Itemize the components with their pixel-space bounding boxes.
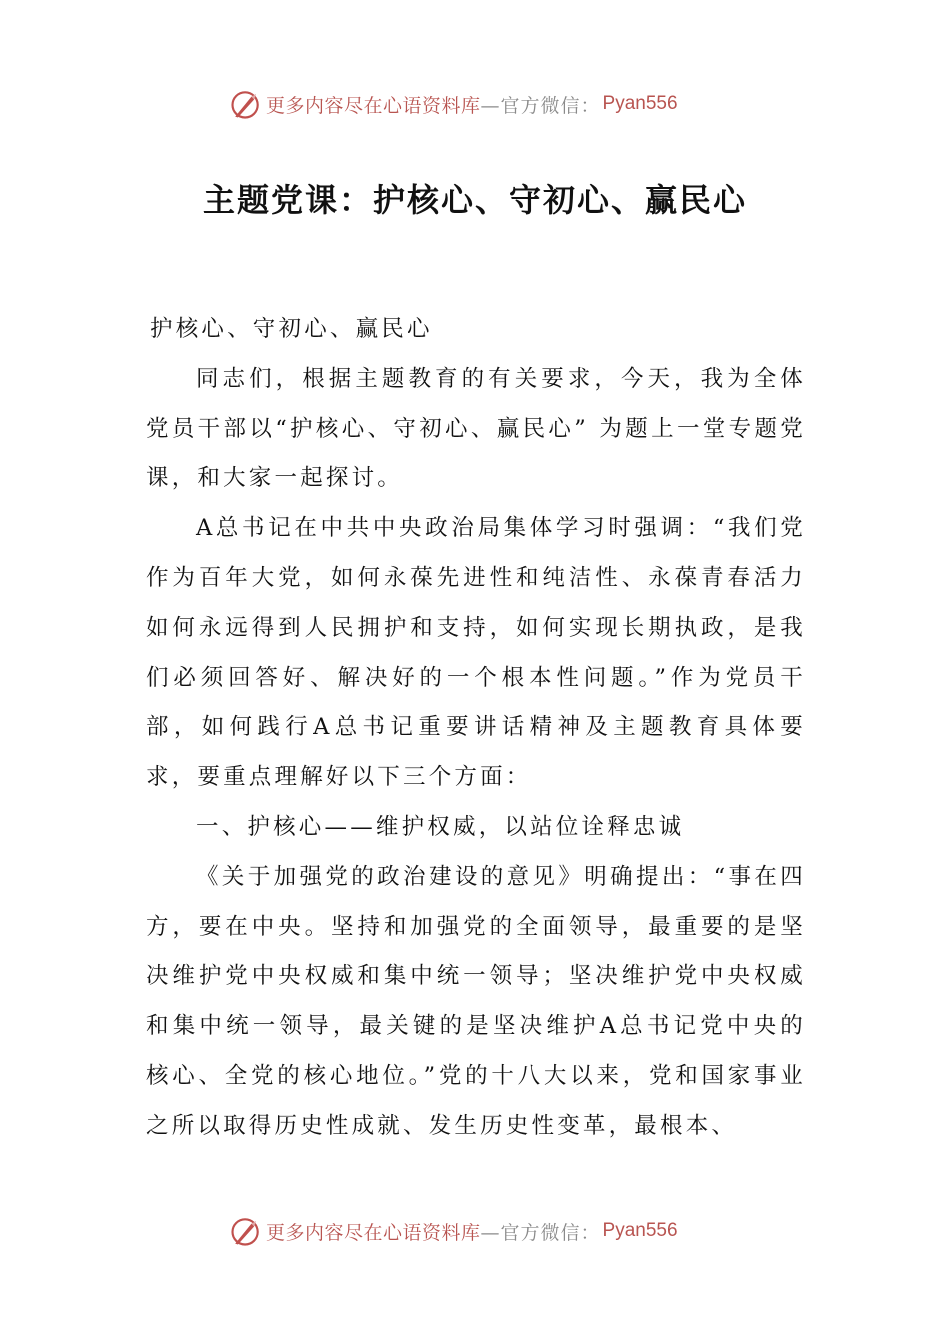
pen-nib-logo-icon [228,1213,264,1249]
paragraph: 护核心、守初心、赢民心 [150,316,433,342]
document-body [146,305,806,1152]
pen-nib-logo-icon [228,86,264,122]
banner-brand-text: 更多内容尽在心语资料库 [266,94,481,117]
section-heading: 一、护核心——维护权威，以站位诠释忠诚 [196,813,685,840]
banner-brand-text: 更多内容尽在心语资料库 [266,1221,481,1244]
paragraph: A总书记在中共中央政治局集体学习时强调：“我们党作为百年大党，如何永葆先进性和纯洁性、永葆青春活力如何永远得到人民拥护和支持，如何实现长期执政，是我们必须回答好、解决好的一个根本性问题。”作为党员干部，如何践行A总书记重要讲话精神及主题教育具体要求，要重点理解好以下三个方面： [146,515,806,791]
header-watermark-banner [228,84,728,124]
banner-wechat-id: Pyan556 [602,93,678,114]
banner-wechat-label: —官方微信： [480,1221,601,1244]
paragraph: 《关于加强党的政治建设的意见》明确提出：“事在四方，要在中央。坚持和加强党的全面领导，最重要的是坚决维护党中央权威和集中统一领导；坚决维护党中央权威和集中统一领导，最关键的是坚决维护A总书记党中央的核心、全党的核心地位。”党的十八大以来，党和国家事业之所以取得历史性成就、发生历史性变革，最根本、 [146,863,806,1139]
banner-wechat-id: Pyan556 [602,1220,678,1241]
paragraph: 同志们，根据主题教育的有关要求，今天，我为全体党员干部以“护核心、守初心、赢民心” 为题上一堂专题党课，和大家一起探讨。 [146,365,806,492]
document-title: 主题党课：护核心、守初心、赢民心 [202,181,747,219]
banner-wechat-label: —官方微信： [480,94,601,117]
footer-watermark-banner [228,1211,728,1251]
